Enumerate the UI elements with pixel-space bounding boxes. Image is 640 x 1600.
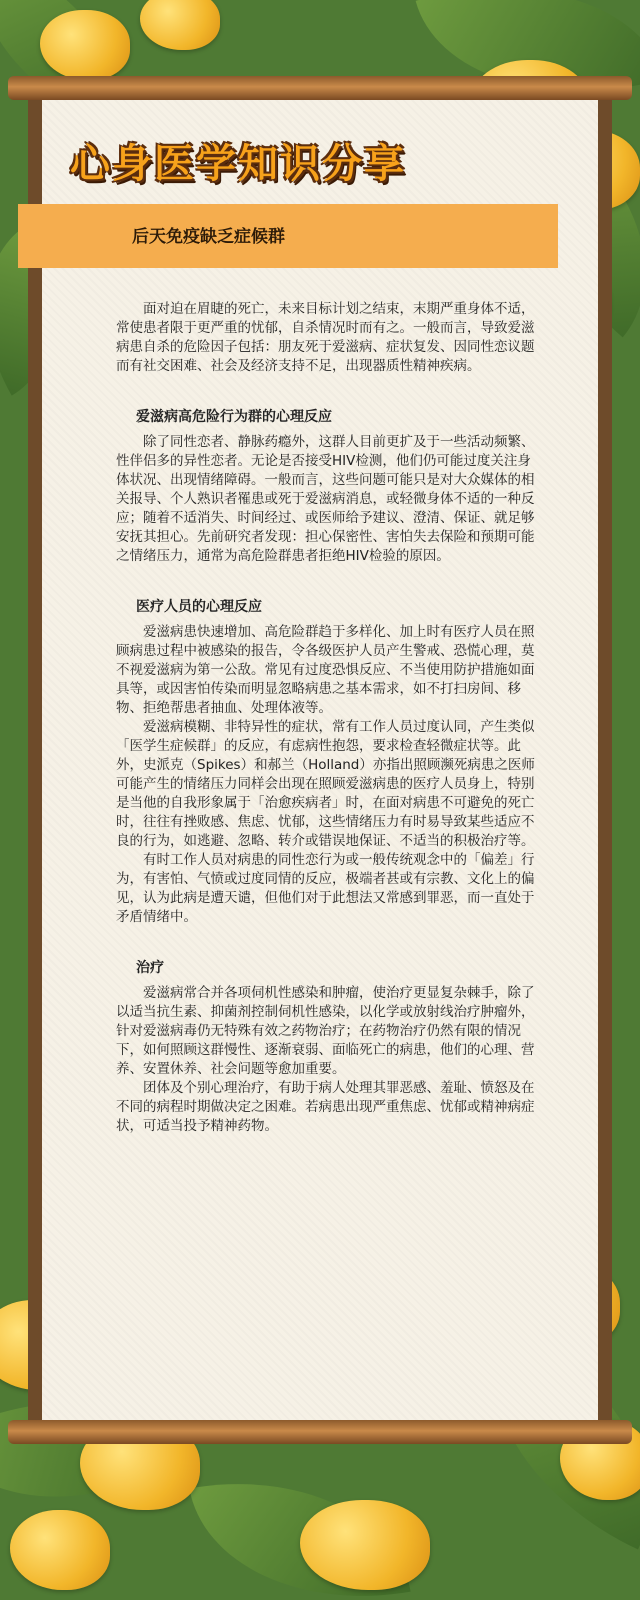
page-subtitle: 后天免疫缺乏症候群 — [132, 227, 285, 247]
scroll-rod-bottom — [8, 1420, 632, 1444]
subtitle-banner — [18, 204, 558, 268]
page-title: 心身医学知识分享 — [70, 141, 406, 187]
section-paragraph: 除了同性恋者、静脉药瘾外，这群人目前更扩及于一些活动频繁、性伴侣多的异性恋者。无论是否接受HIV检测，他们仍可能过度关注身体状况、出现情绪障碍。一般而言，这些问题可能只是对大众媒体的相关报导、个人熟识者罹患或死于爱滋病消息，或轻微身体不适的一种反应；随着不适消失、时间经过、或医师给予建议、澄清、保证、就足够安抚其担心。先前研究者发现：担心保密性、害怕失去保险和预期可能之情绪压力，通常为高危险群患者拒绝HIV检验的原因。 — [116, 434, 535, 564]
flower-decoration — [300, 1500, 430, 1590]
flower-decoration — [140, 0, 220, 50]
section-paragraph: 爱滋病常合并各项伺机性感染和肿瘤，使治疗更显复杂棘手，除了以适当抗生素、抑菌剂控制伺机性感染，以化学或放射线治疗肿瘤外，针对爱滋病毒仍无特殊有效之药物治疗；在药物治疗仍然有限的情况下，如何照顾这群慢性、逐渐衰弱、面临死亡的病患，他们的心理、营养、安置休养、社会问题等愈加重要。 — [116, 985, 535, 1077]
flower-decoration — [10, 1510, 110, 1590]
section-title: 治疗 — [136, 960, 164, 976]
section-title: 爱滋病高危险行为群的心理反应 — [136, 409, 332, 425]
section-paragraph: 爱滋病患快速增加、高危险群趋于多样化、加上时有医疗人员在照顾病患过程中被感染的报告，令各级医护人员产生警戒、恐慌心理，莫不视爱滋病为第一公敌。常见有过度恐惧反应、不当使用防护措施如面具等，或因害怕传染而明显忽略病患之基本需求，如不打扫房间、移物、拒绝帮患者抽血、处理体液等。 — [116, 624, 535, 716]
article-body — [116, 300, 536, 1136]
section-paragraph: 爱滋病模糊、非特异性的症状，常有工作人员过度认同，产生类似「医学生症候群」的反应，有虑病性抱怨，要求检查轻微症状等。此外，史派克（Spikes）和郝兰（Holland）亦指出照顾濒死病患之医师可能产生的情绪压力同样会出现在照顾爱滋病患的医疗人员身上，特别是当他的自我形象属于「治愈疾病者」时，在面对病患不可避免的死亡时，往往有挫败感、焦虑、忧郁，这些情绪压力有时易导致某些适应不良的行为，如逃避、忽略、转介或错误地保证、不适当的积极治疗等。 — [116, 719, 535, 849]
intro-paragraph: 面对迫在眉睫的死亡，未来目标计划之结束，末期严重身体不适，常使患者限于更严重的忧郁，自杀情况时而有之。一般而言，导致爱滋病患自杀的危险因子包括：朋友死于爱滋病、症状复发、因同性恋议题而有社交困难、社会及经济支持不足，出现器质性精神疾病。 — [116, 301, 535, 374]
section-title: 医疗人员的心理反应 — [136, 599, 262, 615]
scroll-rod-top — [8, 76, 632, 100]
section-paragraph: 有时工作人员对病患的同性恋行为或一般传统观念中的「偏差」行为，有害怕、气愤或过度同情的反应，极端者甚或有宗教、文化上的偏见，认为此病是遭天谴，但他们对于此想法又常感到罪恶，而一直处于矛盾情绪中。 — [116, 852, 535, 925]
section-paragraph: 团体及个别心理治疗，有助于病人处理其罪恶感、羞耻、愤怒及在不同的病程时期做决定之困难。若病患出现严重焦虑、忧郁或精神病症状，可适当投予精神药物。 — [116, 1080, 535, 1134]
flower-decoration — [40, 10, 130, 80]
